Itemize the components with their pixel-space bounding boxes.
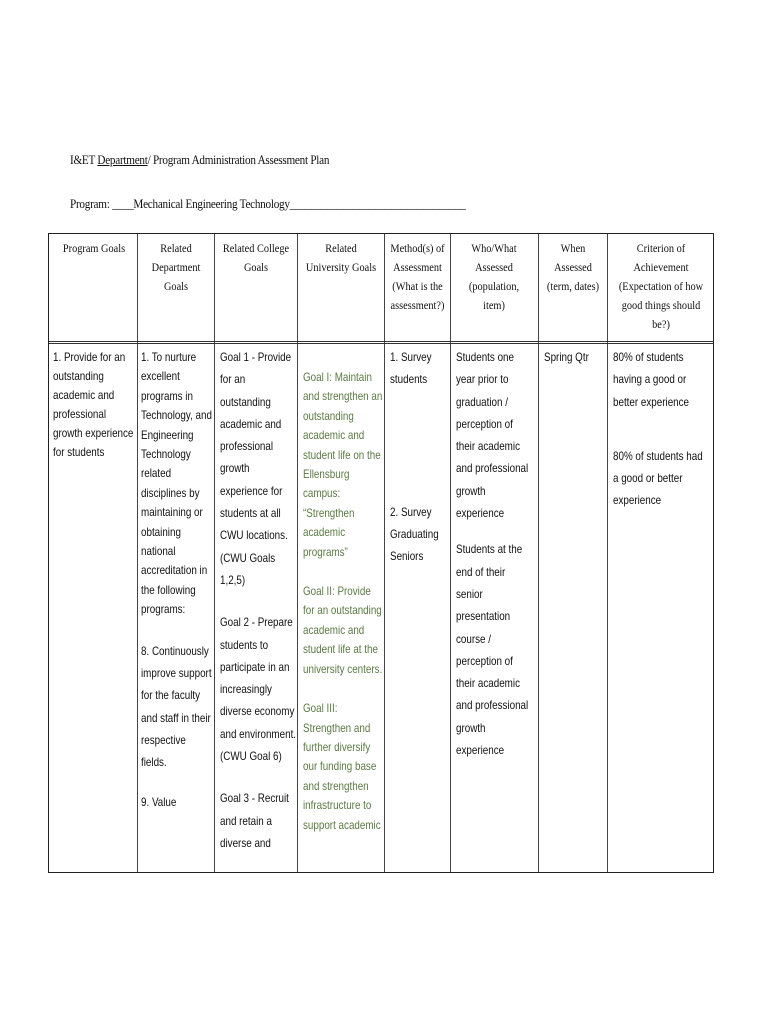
university-goal-3: Goal III: Strengthen and further diversify our funding base and strengthen infrastructure to support academic bbox=[303, 701, 381, 832]
department-goals-cell bbox=[141, 348, 213, 813]
header-university-goals: Related University Goals bbox=[305, 241, 377, 274]
heading-department: Department bbox=[97, 152, 148, 167]
heading-rest: / Program Administration Assessment Plan bbox=[147, 152, 330, 167]
methods-cell bbox=[390, 346, 452, 567]
college-goal-2: Goal 2 - Prepare students to participate in an increasingly diverse economy and environment. (CWU Goal 6) bbox=[220, 615, 297, 764]
header-criterion: Criterion of Achievement (Expectation of how good things should be?) bbox=[618, 241, 704, 331]
column-divider bbox=[297, 234, 298, 872]
method-1: 1. Survey students bbox=[390, 350, 432, 387]
header-separator bbox=[49, 341, 713, 344]
header-methods: Method(s) of Assessment (What is the assessment?) bbox=[390, 241, 445, 312]
university-goal-2: Goal II: Provide for an outstanding academic and student life at the university centers. bbox=[303, 584, 383, 676]
method-2: 2. Survey Graduating Seniors bbox=[390, 504, 439, 564]
when-assessed-text: Spring Qtr bbox=[544, 350, 589, 364]
when-assessed-cell bbox=[544, 346, 610, 368]
heading-org: I&ET bbox=[70, 152, 98, 167]
assessment-table bbox=[48, 233, 714, 873]
department-goal-8: 8. Continuously improve support for the faculty and staff in their respective fields. bbox=[141, 643, 212, 770]
criterion-2: 80% of students had a good or better experience bbox=[613, 448, 703, 508]
column-divider bbox=[214, 234, 215, 872]
program-goal-cell bbox=[53, 348, 135, 462]
header-program-goals: Program Goals bbox=[62, 241, 126, 255]
page-heading bbox=[70, 152, 329, 168]
column-divider bbox=[607, 234, 608, 872]
program-goal-text: 1. Provide for an outstanding academic and professional growth experience for students bbox=[53, 350, 134, 459]
university-goal-1: Goal I: Maintain and strengthen an outstanding academic and student life on the Ellensburg campus: “Strengthen academic programs” bbox=[303, 370, 383, 559]
who-assessed-cell bbox=[456, 346, 535, 761]
header-who-assessed: Who/What Assessed (population, item) bbox=[468, 241, 520, 312]
criterion-cell bbox=[613, 346, 710, 512]
header-when-assessed: When Assessed (term, dates) bbox=[546, 241, 600, 293]
college-goal-3: Goal 3 - Recruit and retain a diverse and bbox=[220, 791, 289, 850]
department-goal-1: 1. To nurture excellent programs in Technology, and Engineering Technology related disciplines by maintaining or obtaining national accreditation in the following programs: bbox=[141, 350, 212, 617]
header-college-goals: Related College Goals bbox=[222, 241, 290, 274]
college-goal-1: Goal 1 - Provide for an outstanding academic and professional growth experience for students at all CWU locations. (CWU Goals 1,2,5) bbox=[220, 350, 292, 587]
department-goal-9: 9. Value bbox=[141, 795, 177, 810]
criterion-1: 80% of students having a good or better experience bbox=[613, 350, 690, 409]
column-divider bbox=[538, 234, 539, 872]
who-assessed-2: Students at the end of their senior presentation course / perception of their academic and professional growth experience bbox=[456, 542, 529, 758]
column-divider bbox=[384, 234, 385, 872]
header-department-goals: Related Department Goals bbox=[151, 241, 201, 293]
column-divider bbox=[137, 234, 138, 872]
who-assessed-1: Students one year prior to graduation / perception of their academic and professional growth experience bbox=[456, 350, 529, 521]
program-line: Program: ____Mechanical Engineering Technology_________________________________ bbox=[70, 196, 466, 211]
university-goals-cell bbox=[303, 368, 383, 835]
college-goals-cell bbox=[220, 346, 297, 854]
